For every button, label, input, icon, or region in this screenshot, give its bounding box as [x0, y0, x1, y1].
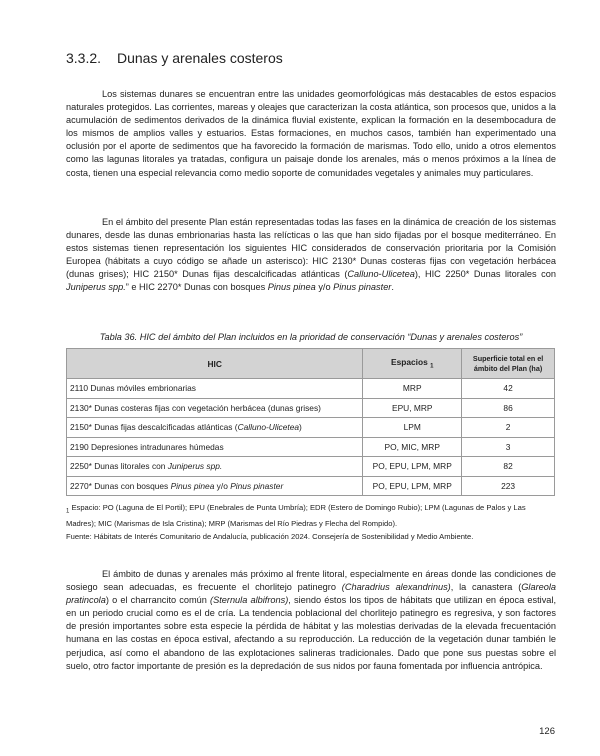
text-run: 2130* Dunas costeras fijas con vegetación herbácea (dunas grises): [70, 402, 321, 413]
table-row: [67, 398, 555, 418]
table-source: Fuente: Hábitats de Interés Comunitario de Andalucía, publicación 2024. Consejería de Sostenibilidad y Medio Ambiente.: [66, 532, 474, 541]
text-run: 2270* Dunas con bosques: [70, 480, 171, 491]
species-name: Juniperus spp.: [66, 282, 126, 293]
text-run: ): [299, 422, 302, 433]
section-number: 3.3.2.: [66, 50, 102, 66]
cell-espacios: LPM: [363, 418, 462, 438]
section-title: Dunas y arenales costeros: [117, 50, 283, 66]
text-run: En el ámbito del presente Plan están representadas todas las fases en la dinámica de creación de los sistemas dunares, desde las dunas embrionarias hasta las relícticas o las que han sido fijadas por el bosque mediterráneo. En estos sistemas tienen representación los siguientes HIC considerados de conservación prioritaria por la Comisión Europea (hábitats a cuyo código se añade un asterisco): HIC 2130* Dunas costeras fijas con vegetación herbácea (dunas grises); HIC 2150* Dunas fijas descalcificadas atlánticas (: [66, 217, 556, 280]
paragraph-hic: [66, 216, 556, 295]
table-footnote: [66, 502, 556, 530]
table-header-row: [67, 349, 555, 379]
section-heading: [66, 50, 283, 66]
text-run: El ámbito de dunas y arenales más próximo al frente litoral, especialmente en áreas donde las condiciones de sosiego sean adecuadas, es frecuente el chorlitejo patinegro: [66, 569, 556, 593]
table-row: [67, 457, 555, 477]
footnote-text: Espacio: PO (Laguna de El Portil); EPU (Enebrales de Punta Umbría); EDR (Estero de Domingo Rubio); LPM (Lagunas de Palos y Las Madres); MIC (Marismas de Isla Cristina); MRP (Marismas del Río Piedras y Flecha del Rompido).: [66, 503, 526, 529]
cell-hic: [67, 476, 363, 496]
cell-superficie: 86: [462, 398, 555, 418]
species-name: Pinus pinaster: [230, 480, 284, 491]
page-number: 126: [539, 726, 555, 737]
text-run: 2190 Depresiones intradunares húmedas: [70, 441, 224, 452]
text-run: ), HIC 2250* Dunas litorales con: [414, 269, 556, 280]
cell-superficie: 82: [462, 457, 555, 477]
species-name: Pinus pinea: [170, 480, 215, 491]
footnote-marker: 1: [430, 363, 434, 370]
header-superficie-line1: Superficie total en el: [472, 353, 544, 363]
table-row: [67, 437, 555, 457]
text-run: , la canastera (: [450, 582, 522, 593]
cell-superficie: 2: [462, 418, 555, 438]
text-run: .: [391, 282, 394, 293]
cell-espacios: PO, MIC, MRP: [363, 437, 462, 457]
cell-espacios: PO, EPU, LPM, MRP: [363, 457, 462, 477]
header-superficie: [462, 349, 555, 379]
cell-superficie: 3: [462, 437, 555, 457]
species-name: (Charadrius alexandrinus): [341, 582, 451, 593]
table-row: [67, 379, 555, 399]
hic-table: [66, 348, 555, 496]
species-name: (Sternula albifrons): [210, 595, 289, 606]
cell-hic: [67, 437, 363, 457]
cell-hic: [67, 457, 363, 477]
footnote-marker: 1: [66, 508, 70, 515]
cell-espacios: MRP: [363, 379, 462, 399]
text-run: y/o: [214, 480, 231, 491]
table-caption: Tabla 36. HIC del ámbito del Plan incluidos en la prioridad de conservación “Dunas y arenales costeros”: [99, 332, 523, 342]
table-row: [67, 418, 555, 438]
table-row: [67, 476, 555, 496]
header-espacios: [363, 349, 462, 379]
paragraph-fauna: [66, 568, 556, 673]
cell-superficie: 42: [462, 379, 555, 399]
cell-superficie: 223: [462, 476, 555, 496]
species-name: Juniperus spp.: [167, 461, 223, 472]
cell-hic: [67, 398, 363, 418]
species-name: Glareola pratincola: [66, 582, 556, 606]
paragraph-intro: [66, 88, 556, 180]
text-run: 2110 Dunas móviles embrionarias: [70, 383, 196, 394]
text-run: y/o: [315, 282, 334, 293]
text-run: ) o el charrancito común: [105, 595, 211, 606]
cell-espacios: EPU, MRP: [363, 398, 462, 418]
species-name: Calluno-Ulicetea: [237, 422, 300, 433]
header-espacios-label: Espacios: [391, 357, 428, 368]
header-hic: HIC: [67, 349, 363, 379]
cell-espacios: PO, EPU, LPM, MRP: [363, 476, 462, 496]
paragraph-intro-text: Los sistemas dunares se encuentran entre las unidades geomorfológicas más destacables de estos espacios naturales protegidos. Las corrientes, mareas y oleajes que caracterizan la costa atlántica, son procesos que, unidos a la acumulación de sedimentos derivados de la dinámica fluvial existente, explican la formación en la desembocadura de los mismos de amplios valles y estuarios. Estas formaciones, en muchos casos, también han experimentado una oclusión por el aporte de sedimentos que ha favorecido la formación de marismas. Todo ello, unido a otros elementos como las lagunas litorales ya tratadas, configura un paisaje donde los arenales, más o menos próximos a la línea de costa, tienen una especial relevancia como medio soporte de comunidades vegetales y animales muy particulares.: [66, 89, 556, 178]
text-run: , siendo éstos los tipos de hábitats que utilizan en época estival, en un periodo crucial como es el de cría. La tendencia poblacional del chorlitejo patinegro es regresiva, y son factores de presión importantes sobre esta especie la pérdida de hábitat y las molestias derivadas de la elevada frecuentación humana en las costas en época estival, afectando a su reproducción. La reducción de la vegetación dunar también le perjudica, así como el abandono de las explotaciones salineras tradicionales. Dado que pone sus puestas sobre el suelo, otro factor importante de presión es la depredación de sus nidos por fauna fomentada por influencia antrópica.: [66, 595, 556, 671]
cell-hic: [67, 418, 363, 438]
text-run: 2250* Dunas litorales con: [70, 461, 168, 472]
text-run: 2150* Dunas fijas descalcificadas atlánticas (: [70, 422, 238, 433]
header-superficie-line2: ámbito del Plan (ha): [473, 363, 543, 373]
cell-hic: [67, 379, 363, 399]
text-run: ” e HIC 2270* Dunas con bosques: [125, 282, 268, 293]
species-name: Pinus pinaster: [333, 282, 392, 293]
species-name: Calluno-Ulicetea: [347, 269, 415, 280]
species-name: Pinus pinea: [267, 282, 316, 293]
